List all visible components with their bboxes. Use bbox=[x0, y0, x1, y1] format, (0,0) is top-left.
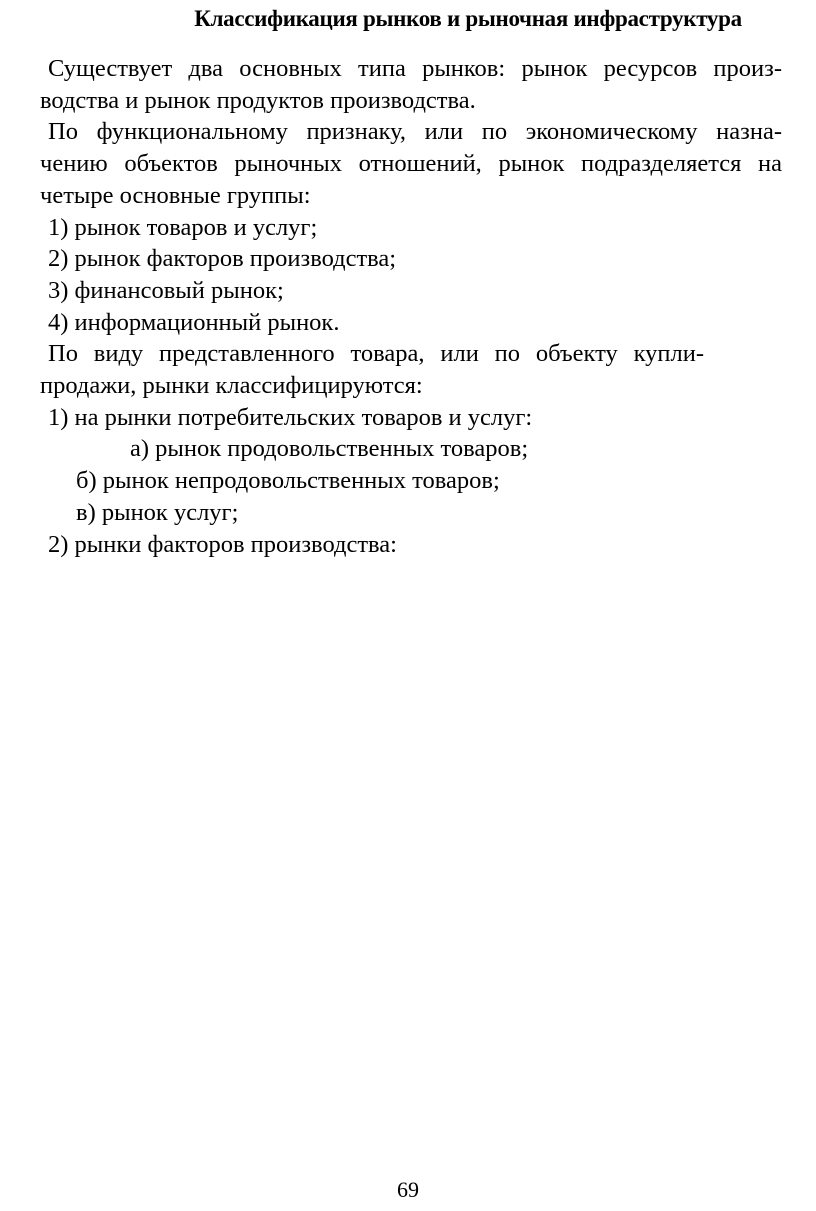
list-item: 4) информационный рынок. bbox=[48, 308, 340, 336]
text-line: Существует два основных типа рынков: рынок ресурсов произ- bbox=[48, 55, 782, 82]
sub-list-item: б) рынок непродовольственных товаров; bbox=[76, 467, 500, 495]
text-line: По функциональному признаку, или по экономическому назна- bbox=[48, 118, 782, 146]
body-text bbox=[40, 53, 782, 560]
text-line: продажи, рынки классифицируются: bbox=[40, 372, 423, 400]
list-market-objects bbox=[40, 402, 782, 561]
text-line: четыре основные группы: bbox=[40, 181, 311, 209]
sub-list-item: а) рынок продовольственных товаров; bbox=[130, 435, 529, 463]
list-item: 2) рынки факторов производства: bbox=[48, 530, 397, 558]
page-title: Классификация рынков и рыночная инфраструктура bbox=[194, 6, 742, 31]
paragraph-functional-classification bbox=[40, 116, 782, 211]
text-line: чению объектов рыночных отношений, рынок подразделяется на bbox=[40, 150, 782, 178]
sub-list-item: в) рынок услуг; bbox=[76, 498, 239, 526]
page-number: 69 bbox=[397, 1177, 419, 1202]
text-line: водства и рынок продуктов производства. bbox=[40, 86, 476, 114]
text-line: По виду представленного товара, или по объекту купли- bbox=[48, 340, 704, 368]
list-item: 1) рынок товаров и услуг; bbox=[48, 213, 318, 241]
list-item: 3) финансовый рынок; bbox=[48, 276, 284, 304]
list-item: 1) на рынки потребительских товаров и услуг: bbox=[48, 403, 533, 431]
paragraph-object-classification bbox=[40, 338, 704, 401]
list-market-groups bbox=[40, 212, 782, 339]
list-item: 2) рынок факторов производства; bbox=[48, 245, 397, 273]
paragraph-market-types bbox=[40, 53, 782, 116]
